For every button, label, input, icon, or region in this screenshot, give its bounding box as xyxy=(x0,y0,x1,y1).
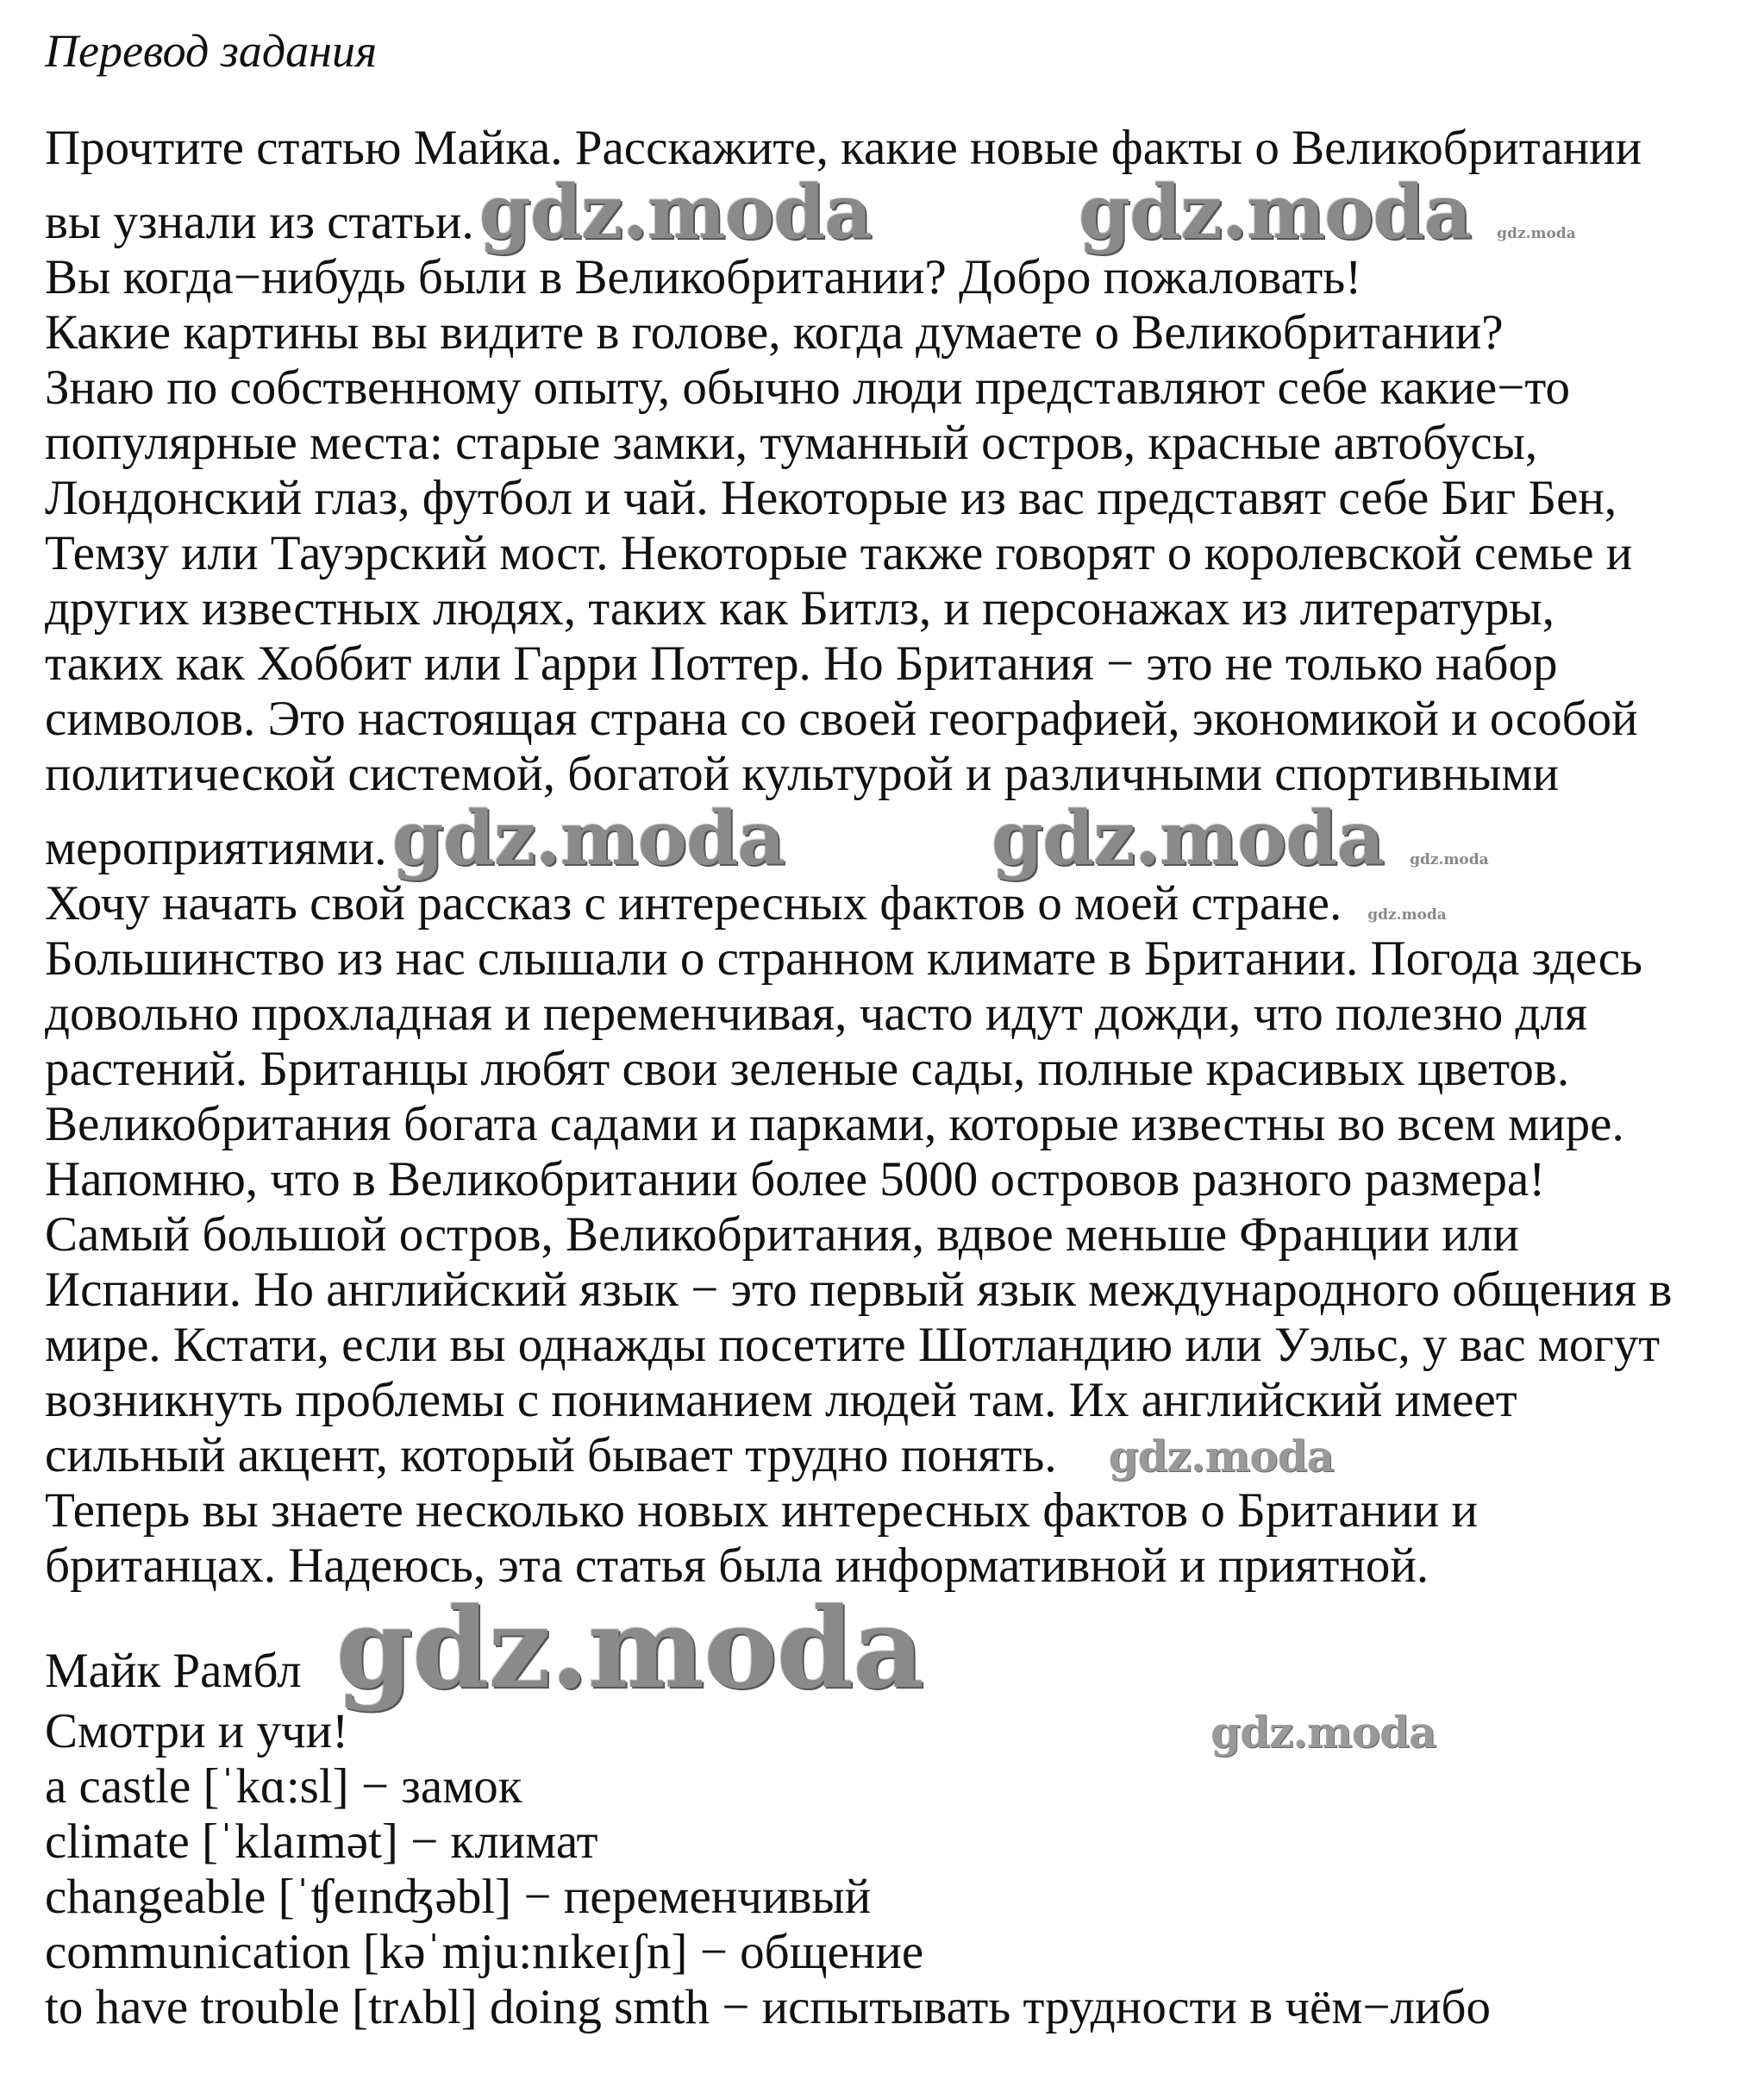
text-line-content: Темзу или Тауэрский мост. Некоторые также говорят о королевской семье и xyxy=(45,526,1633,580)
text-line-content: Теперь вы знаете несколько новых интересных фактов о Британии и xyxy=(45,1483,1478,1538)
text-line-content: британцах. Надеюсь, эта статья была информативной и приятной. xyxy=(45,1538,1429,1593)
watermark: gdz.moda xyxy=(1210,1707,1436,1758)
vocabulary-item xyxy=(45,1980,1491,2035)
author-name: Майк Рамбл xyxy=(45,1644,302,1698)
text-line-content: других известных людях, таких как Битлз, и персонажах из литературы, xyxy=(45,581,1554,636)
vocabulary-heading-text: Смотри и учи! xyxy=(45,1704,349,1758)
text-line-content: популярные места: старые замки, туманный остров, красные автобусы, xyxy=(45,416,1538,470)
text-line-content: возникнуть проблемы с пониманием людей там. Их английский имеет xyxy=(45,1373,1517,1427)
text-line xyxy=(45,931,1642,987)
text-line-content: растений. Британцы любят свои зеленые сады, полные красивых цветов. xyxy=(45,1042,1570,1096)
text-line xyxy=(45,416,1537,471)
text-line xyxy=(45,1483,1478,1538)
vocabulary-item-text: climate [ˈklaɪmət] − климат xyxy=(45,1814,598,1869)
text-line xyxy=(45,692,1638,747)
vocabulary-heading xyxy=(45,1704,1436,1759)
text-line xyxy=(45,747,1559,802)
text-line-content: символов. Это настоящая страна со своей географией, экономикой и особой xyxy=(45,692,1638,746)
text-line xyxy=(45,1428,1334,1483)
translation-text xyxy=(45,121,1672,2035)
text-line xyxy=(45,305,1504,360)
text-line-content: Большинство из нас слышали о странном климате в Британии. Погода здесь xyxy=(45,931,1643,986)
text-line xyxy=(45,987,1587,1042)
vocabulary-item-text: communication [kəˈmju:nɪkeɪʃn] − общение xyxy=(45,1925,924,1979)
text-line-content: Испании. Но английский язык − это первый язык международного общения в xyxy=(45,1263,1673,1317)
text-line-content: Прочтите статью Майка. Расскажите, какие новые факты о Великобритании xyxy=(45,121,1642,175)
text-line-content: Великобритания богата садами и парками, которые известны во всем мире. xyxy=(45,1097,1624,1151)
text-line xyxy=(45,1042,1569,1097)
watermark: gdz.moda xyxy=(1497,225,1576,242)
vocabulary-item xyxy=(45,1870,871,1925)
text-line-content: Знаю по собственному опыту, обычно люди представляют себе какие−то xyxy=(45,360,1571,415)
text-line xyxy=(45,876,1447,931)
text-line-content: сильный акцент, который бывает трудно понять. xyxy=(45,1428,1057,1482)
text-line xyxy=(45,1318,1660,1373)
text-line xyxy=(45,795,1489,882)
vocabulary-item xyxy=(45,1925,923,1980)
text-line-content: мире. Кстати, если вы однажды посетите Шотландию или Уэльс, у вас могут xyxy=(45,1318,1661,1372)
vocabulary-item-text: changeable [ˈʧeɪnʤəbl] − переменчивый xyxy=(45,1870,872,1924)
text-line xyxy=(45,471,1617,526)
watermark: gdz.moda xyxy=(335,1584,924,1714)
text-line-content: таких как Хоббит или Гарри Поттер. Но Британия − это не только набор xyxy=(45,636,1558,691)
author-signature xyxy=(45,1584,924,1714)
vocabulary-item xyxy=(45,1759,522,1814)
text-line-content: Напомню, что в Великобритании более 5000 островов разного размера! xyxy=(45,1152,1546,1206)
text-line xyxy=(45,1097,1624,1152)
text-line xyxy=(45,169,1576,256)
text-line-content: Хочу начать свой рассказ с интересных фактов о моей стране. xyxy=(45,876,1342,931)
watermark: gdz.moda xyxy=(1078,169,1472,256)
watermark: gdz.moda xyxy=(391,795,785,882)
text-line xyxy=(45,1152,1545,1207)
watermark: gdz.moda xyxy=(1367,906,1447,924)
text-line xyxy=(45,1207,1519,1263)
text-line xyxy=(45,121,1642,176)
text-line xyxy=(45,636,1558,692)
text-line-content: Самый большой остров, Великобритания, вдвое меньше Франции или xyxy=(45,1207,1519,1262)
text-line xyxy=(45,250,1361,305)
text-line xyxy=(45,581,1554,636)
text-line-content: мероприятиями. xyxy=(45,821,387,875)
text-line-content: довольно прохладная и переменчивая, часто идут дожди, что полезно для xyxy=(45,987,1588,1041)
text-line xyxy=(45,526,1632,581)
text-line-content: Вы когда−нибудь были в Великобритании? Добро пожаловать! xyxy=(45,250,1362,304)
text-line-content: вы узнали из статьи. xyxy=(45,195,474,249)
watermark: gdz.moda xyxy=(479,169,872,256)
watermark: gdz.moda xyxy=(1410,851,1489,868)
text-line-content: политической системой, богатой культурой и различными спортивными xyxy=(45,747,1559,801)
text-line xyxy=(45,360,1570,416)
vocabulary-item xyxy=(45,1814,598,1870)
watermark: gdz.moda xyxy=(1108,1431,1334,1482)
text-line xyxy=(45,1373,1517,1428)
text-line xyxy=(45,1263,1672,1318)
vocabulary-item-text: a castle [ˈkɑ:sl] − замок xyxy=(45,1759,522,1814)
text-line-content: Какие картины вы видите в голове, когда думаете о Великобритании? xyxy=(45,305,1504,360)
watermark: gdz.moda xyxy=(991,795,1385,882)
vocabulary-item-text: to have trouble [trʌbl] doing smth − испытывать трудности в чём−либо xyxy=(45,1980,1491,2034)
text-line-content: Лондонский глаз, футбол и чай. Некоторые из вас представят себе Биг Бен, xyxy=(45,471,1617,525)
page-title: Перевод задания xyxy=(45,25,378,77)
